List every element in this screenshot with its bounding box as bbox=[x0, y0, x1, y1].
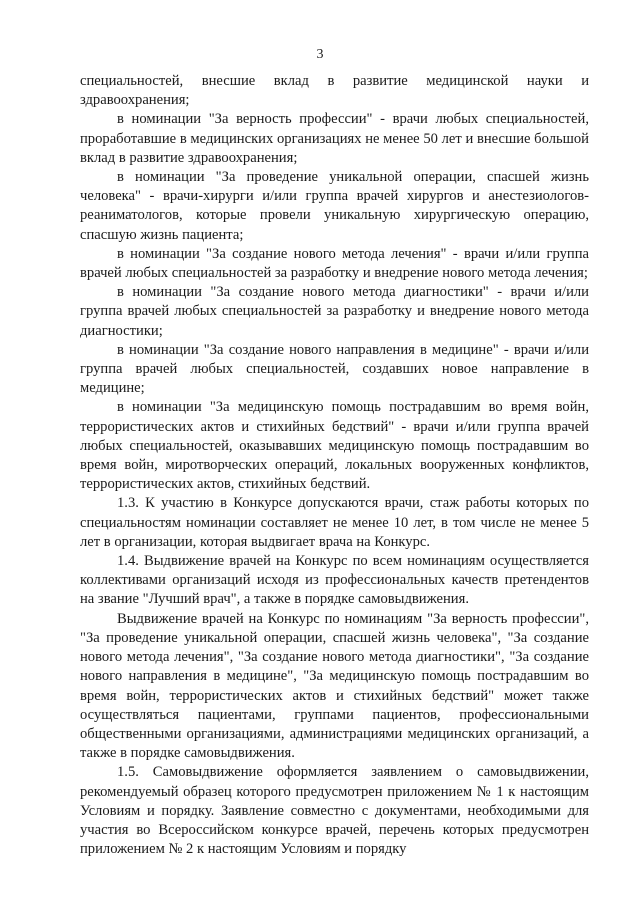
paragraph-nomination-loyalty: в номинации "За верность профессии" - врачи любых специальностей, проработавшие в медицинских организациях не менее 50 лет и внесшие большой вклад в развитие здравоохранения; bbox=[80, 111, 589, 166]
paragraph-nomination-unique-operation: в номинации "За проведение уникальной операции, спасшей жизнь человека" - врачи-хирурги и/или группа врачей хирургов и анестезиологов-реаниматологов, которые провели уникальную хирургическую операцию, спасшую жизнь пациента; bbox=[80, 169, 589, 243]
paragraph-nomination-disaster-aid: в номинации "За медицинскую помощь пострадавшим во время войн, террористических актов и стихийных бедствий" - врачи и/или группа врачей любых специальностей, оказывавших медицинскую помощь пострадавшим во время войн, миротворческих операций, локальных вооруженных конфликтов, террористических актов, стихийных бедствий. bbox=[80, 399, 589, 493]
paragraph-section-1-4: 1.4. Выдвижение врачей на Конкурс по всем номинациям осуществляется коллективами организаций исходя из профессиональных качеств претендентов на звание "Лучший врач", а также в порядке самовыдвижения. bbox=[80, 553, 589, 608]
paragraph-section-1-3: 1.3. К участию в Конкурсе допускаются врачи, стаж работы которых по специальностям номинации составляет не менее 10 лет, в том числе не менее 5 лет в организации, которая выдвигает врача на Конкурс. bbox=[80, 495, 589, 550]
paragraph-nomination-diagnostic-method: в номинации "За создание нового метода диагностики" - врачи и/или группа врачей любых специальностей за разработку и внедрение нового метода диагностики; bbox=[80, 284, 589, 339]
page-number: 3 bbox=[316, 47, 324, 62]
document-body bbox=[80, 72, 589, 859]
paragraph-continuation: специальностей, внесшие вклад в развитие медицинской науки и здравоохранения; bbox=[80, 73, 589, 109]
paragraph-nomination-new-direction: в номинации "За создание нового направления в медицине" - врачи и/или группа врачей любых специальностей, создавших новое направление в медицине; bbox=[80, 341, 589, 397]
paragraph-nomination-treatment-method: в номинации "За создание нового метода лечения" - врачи и/или группа врачей любых специальностей за разработку и внедрение нового метода лечения; bbox=[80, 245, 589, 282]
paragraph-nomination-submission: Выдвижение врачей на Конкурс по номинациям "За верность профессии", "За проведение уникальной операции, спасшей жизнь человека", "За создание нового метода лечения", "За создание нового метода диагностики", "За создание нового направления в медицине", "За медицинскую помощь пострадавшим во время войн, террористических актов и стихийных бедствий" может также осуществляться пациентами, группами пациентов, профессиональными общественными организациями, администрациями медицинских организаций, а также в порядке самовыдвижения. bbox=[80, 610, 589, 762]
paragraph-section-1-5: 1.5. Самовыдвижение оформляется заявлением о самовыдвижении, рекомендуемый образец которого предусмотрен приложением № 1 к настоящим Условиям и порядку. Заявление совместно с документами, необходимыми для участия во Всероссийском конкурсе врачей, перечень которых предусмотрен приложением № 2 к настоящим Условиям и порядку bbox=[80, 764, 589, 858]
